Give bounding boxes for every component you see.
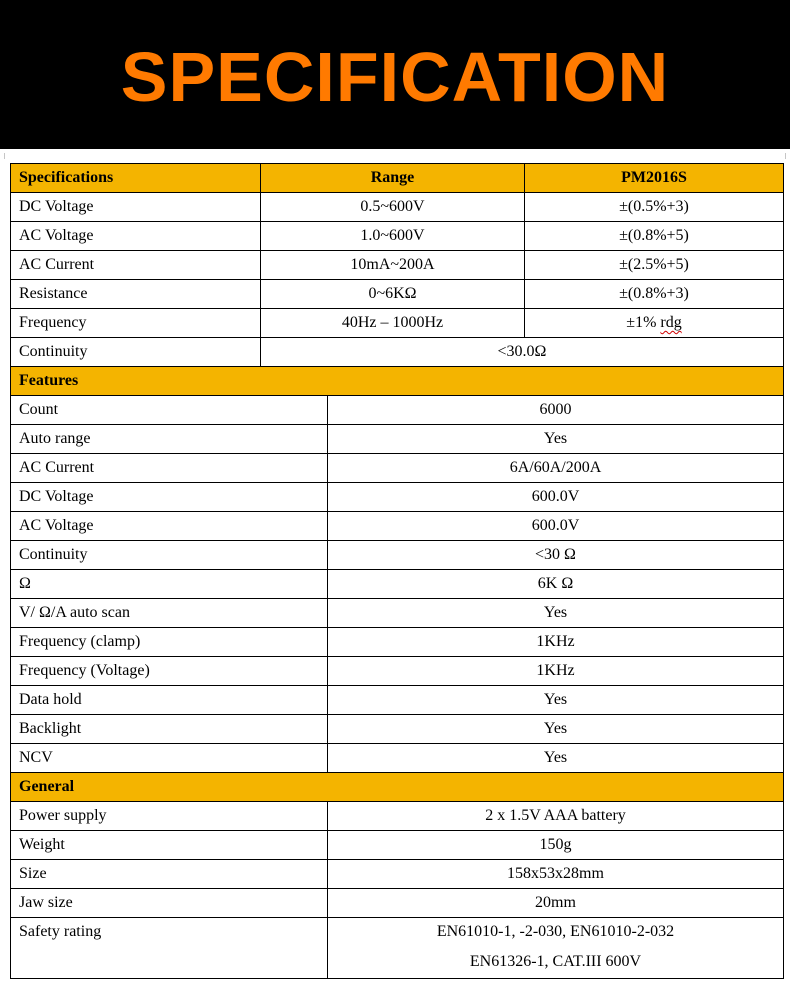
- table-row: [11, 280, 784, 309]
- feature-value: 6000: [328, 396, 784, 425]
- ruler-tick: [785, 153, 786, 159]
- table-row: [11, 251, 784, 280]
- general-value: 158x53x28mm: [328, 860, 784, 889]
- table-row: [11, 744, 784, 773]
- table-row: [11, 309, 784, 338]
- spec-value: <30.0Ω: [261, 338, 784, 367]
- spec-name: DC Voltage: [11, 193, 261, 222]
- section-title: Features: [11, 367, 784, 396]
- specification-table: [10, 163, 784, 979]
- safety-line-1: EN61010-1, -2-030, EN61010-2-032: [436, 923, 675, 940]
- banner: [0, 0, 790, 149]
- feature-value: 1KHz: [328, 657, 784, 686]
- section-title: General: [11, 773, 784, 802]
- col-header-model: PM2016S: [525, 164, 784, 193]
- table-row: [11, 628, 784, 657]
- feature-name: NCV: [11, 744, 328, 773]
- spec-accuracy: [525, 309, 784, 338]
- spec-name: Frequency: [11, 309, 261, 338]
- spec-range: 1.0~600V: [261, 222, 525, 251]
- feature-name: Continuity: [11, 541, 328, 570]
- spec-name: Continuity: [11, 338, 261, 367]
- section-header-features: [11, 367, 784, 396]
- feature-value: 1KHz: [328, 628, 784, 657]
- feature-value: Yes: [328, 425, 784, 454]
- spec-range: 0~6KΩ: [261, 280, 525, 309]
- feature-value: 600.0V: [328, 512, 784, 541]
- accuracy-prefix: ±1%: [626, 314, 661, 331]
- general-name: Jaw size: [11, 889, 328, 918]
- feature-name: DC Voltage: [11, 483, 328, 512]
- general-name: Safety rating: [11, 918, 328, 979]
- table-row: [11, 338, 784, 367]
- spec-range: 0.5~600V: [261, 193, 525, 222]
- table-row: [11, 193, 784, 222]
- general-value: 20mm: [328, 889, 784, 918]
- col-header-specifications: Specifications: [11, 164, 261, 193]
- spec-accuracy: ±(0.5%+3): [525, 193, 784, 222]
- feature-value: Yes: [328, 599, 784, 628]
- spec-accuracy: ±(2.5%+5): [525, 251, 784, 280]
- table-row: [11, 222, 784, 251]
- feature-value: Yes: [328, 686, 784, 715]
- general-name: Power supply: [11, 802, 328, 831]
- general-value: 150g: [328, 831, 784, 860]
- ruler: [0, 149, 790, 163]
- table-row: [11, 541, 784, 570]
- feature-value: 600.0V: [328, 483, 784, 512]
- table-row: [11, 802, 784, 831]
- table-row: [11, 396, 784, 425]
- general-value: [328, 918, 784, 979]
- table-row: [11, 686, 784, 715]
- table-row: [11, 483, 784, 512]
- spec-accuracy: ±(0.8%+5): [525, 222, 784, 251]
- feature-name: AC Current: [11, 454, 328, 483]
- feature-name: V/ Ω/A auto scan: [11, 599, 328, 628]
- ruler-tick: [4, 153, 5, 159]
- feature-value: 6K Ω: [328, 570, 784, 599]
- table-row: [11, 715, 784, 744]
- table-row: [11, 570, 784, 599]
- spec-header-row: [11, 164, 784, 193]
- table-row: [11, 918, 784, 979]
- table-row: [11, 657, 784, 686]
- spec-accuracy: ±(0.8%+3): [525, 280, 784, 309]
- general-value: 2 x 1.5V AAA battery: [328, 802, 784, 831]
- general-name: Weight: [11, 831, 328, 860]
- page-title: SPECIFICATION: [120, 38, 670, 116]
- feature-name: Backlight: [11, 715, 328, 744]
- spellcheck-marked-word: rdg: [660, 314, 682, 331]
- table-row: [11, 512, 784, 541]
- table-row: [11, 831, 784, 860]
- feature-name: Ω: [11, 570, 328, 599]
- feature-value: Yes: [328, 744, 784, 773]
- feature-name: AC Voltage: [11, 512, 328, 541]
- feature-name: Auto range: [11, 425, 328, 454]
- general-name: Size: [11, 860, 328, 889]
- spec-range: 10mA~200A: [261, 251, 525, 280]
- table-row: [11, 860, 784, 889]
- col-header-range: Range: [261, 164, 525, 193]
- safety-line-2: EN61326-1, CAT.III 600V: [469, 953, 642, 970]
- table-row: [11, 599, 784, 628]
- spec-name: Resistance: [11, 280, 261, 309]
- spec-name: AC Current: [11, 251, 261, 280]
- spec-range: 40Hz – 1000Hz: [261, 309, 525, 338]
- table-row: [11, 889, 784, 918]
- section-header-general: [11, 773, 784, 802]
- feature-name: Frequency (Voltage): [11, 657, 328, 686]
- feature-name: Data hold: [11, 686, 328, 715]
- feature-value: 6A/60A/200A: [328, 454, 784, 483]
- feature-value: Yes: [328, 715, 784, 744]
- table-row: [11, 454, 784, 483]
- spec-name: AC Voltage: [11, 222, 261, 251]
- table-row: [11, 425, 784, 454]
- feature-name: Count: [11, 396, 328, 425]
- feature-value: <30 Ω: [328, 541, 784, 570]
- feature-name: Frequency (clamp): [11, 628, 328, 657]
